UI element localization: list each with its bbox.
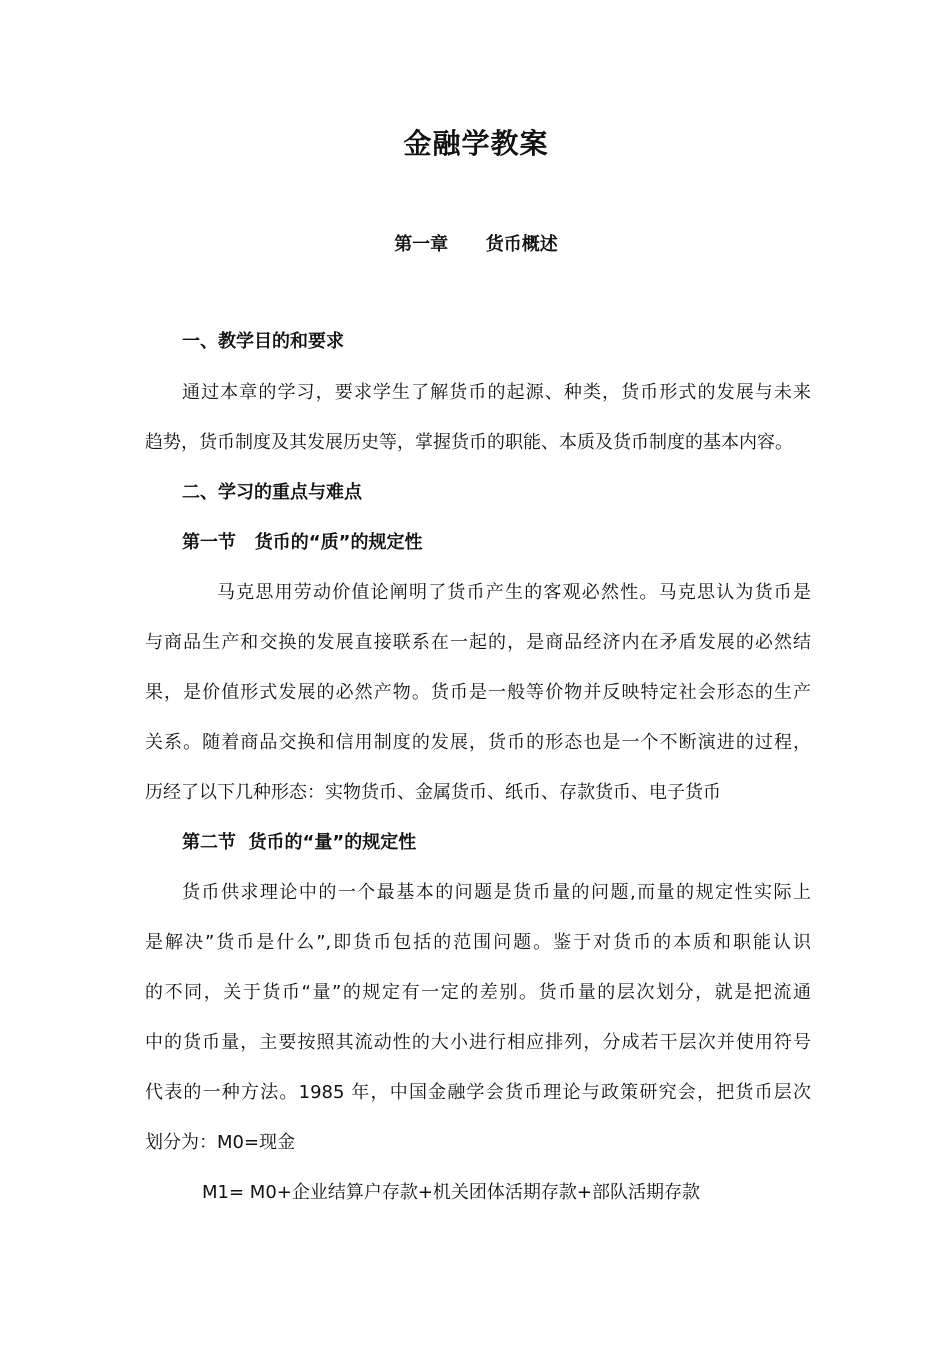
paragraph-line: 划分为：M0=现金 [145, 1132, 296, 1153]
paragraph-line: 关系。随着商品交换和信用制度的发展，货币的形态也是一个不断演进的过程， [145, 732, 811, 753]
paragraph-line: 中的货币量，主要按照其流动性的大小进行相应排列，分成若干层次并使用符号 [145, 1032, 811, 1053]
subsection-heading-quality: 第一节 货币的“质”的规定性 [182, 532, 423, 553]
paragraph-line: 的不同，关于货币“量”的规定有一定的差别。货币量的层次划分，就是把流通 [145, 982, 811, 1003]
section-heading-key-points: 二、学习的重点与难点 [182, 482, 362, 503]
formula-m1: M1= M0+企业结算户存款+机关团体活期存款+部队活期存款 [202, 1182, 701, 1203]
paragraph-line: 代表的一种方法。1985 年，中国金融学会货币理论与政策研究会，把货币层次 [145, 1082, 811, 1103]
document-title: 金融学教案 [403, 127, 549, 160]
paragraph-line: 货币供求理论中的一个最基本的问题是货币量的问题,而量的规定性实际上 [182, 882, 811, 903]
paragraph-line: 果，是价值形式发展的必然产物。货币是一般等价物并反映特定社会形态的生产 [145, 682, 811, 703]
paragraph-line: 趋势，货币制度及其发展历史等，掌握货币的职能、本质及货币制度的基本内容。 [145, 432, 793, 453]
subsection-heading-quantity: 第二节 货币的“量”的规定性 [182, 832, 417, 853]
paragraph-line: 是解决”货币是什么”,即货币包括的范围问题。鉴于对货币的本质和职能认识 [145, 932, 811, 953]
paragraph-line: 通过本章的学习，要求学生了解货币的起源、种类，货币形式的发展与未来 [182, 382, 811, 403]
paragraph-line: 马克思用劳动价值论阐明了货币产生的客观必然性。马克思认为货币是 [217, 582, 811, 603]
paragraph-line: 与商品生产和交换的发展直接联系在一起的，是商品经济内在矛盾发展的必然结 [145, 632, 811, 653]
chapter-heading: 第一章 货币概述 [394, 234, 558, 255]
paragraph-line: 历经了以下几种形态：实物货币、金属货币、纸币、存款货币、电子货币 [145, 782, 721, 803]
section-heading-objectives: 一、教学目的和要求 [182, 331, 344, 352]
